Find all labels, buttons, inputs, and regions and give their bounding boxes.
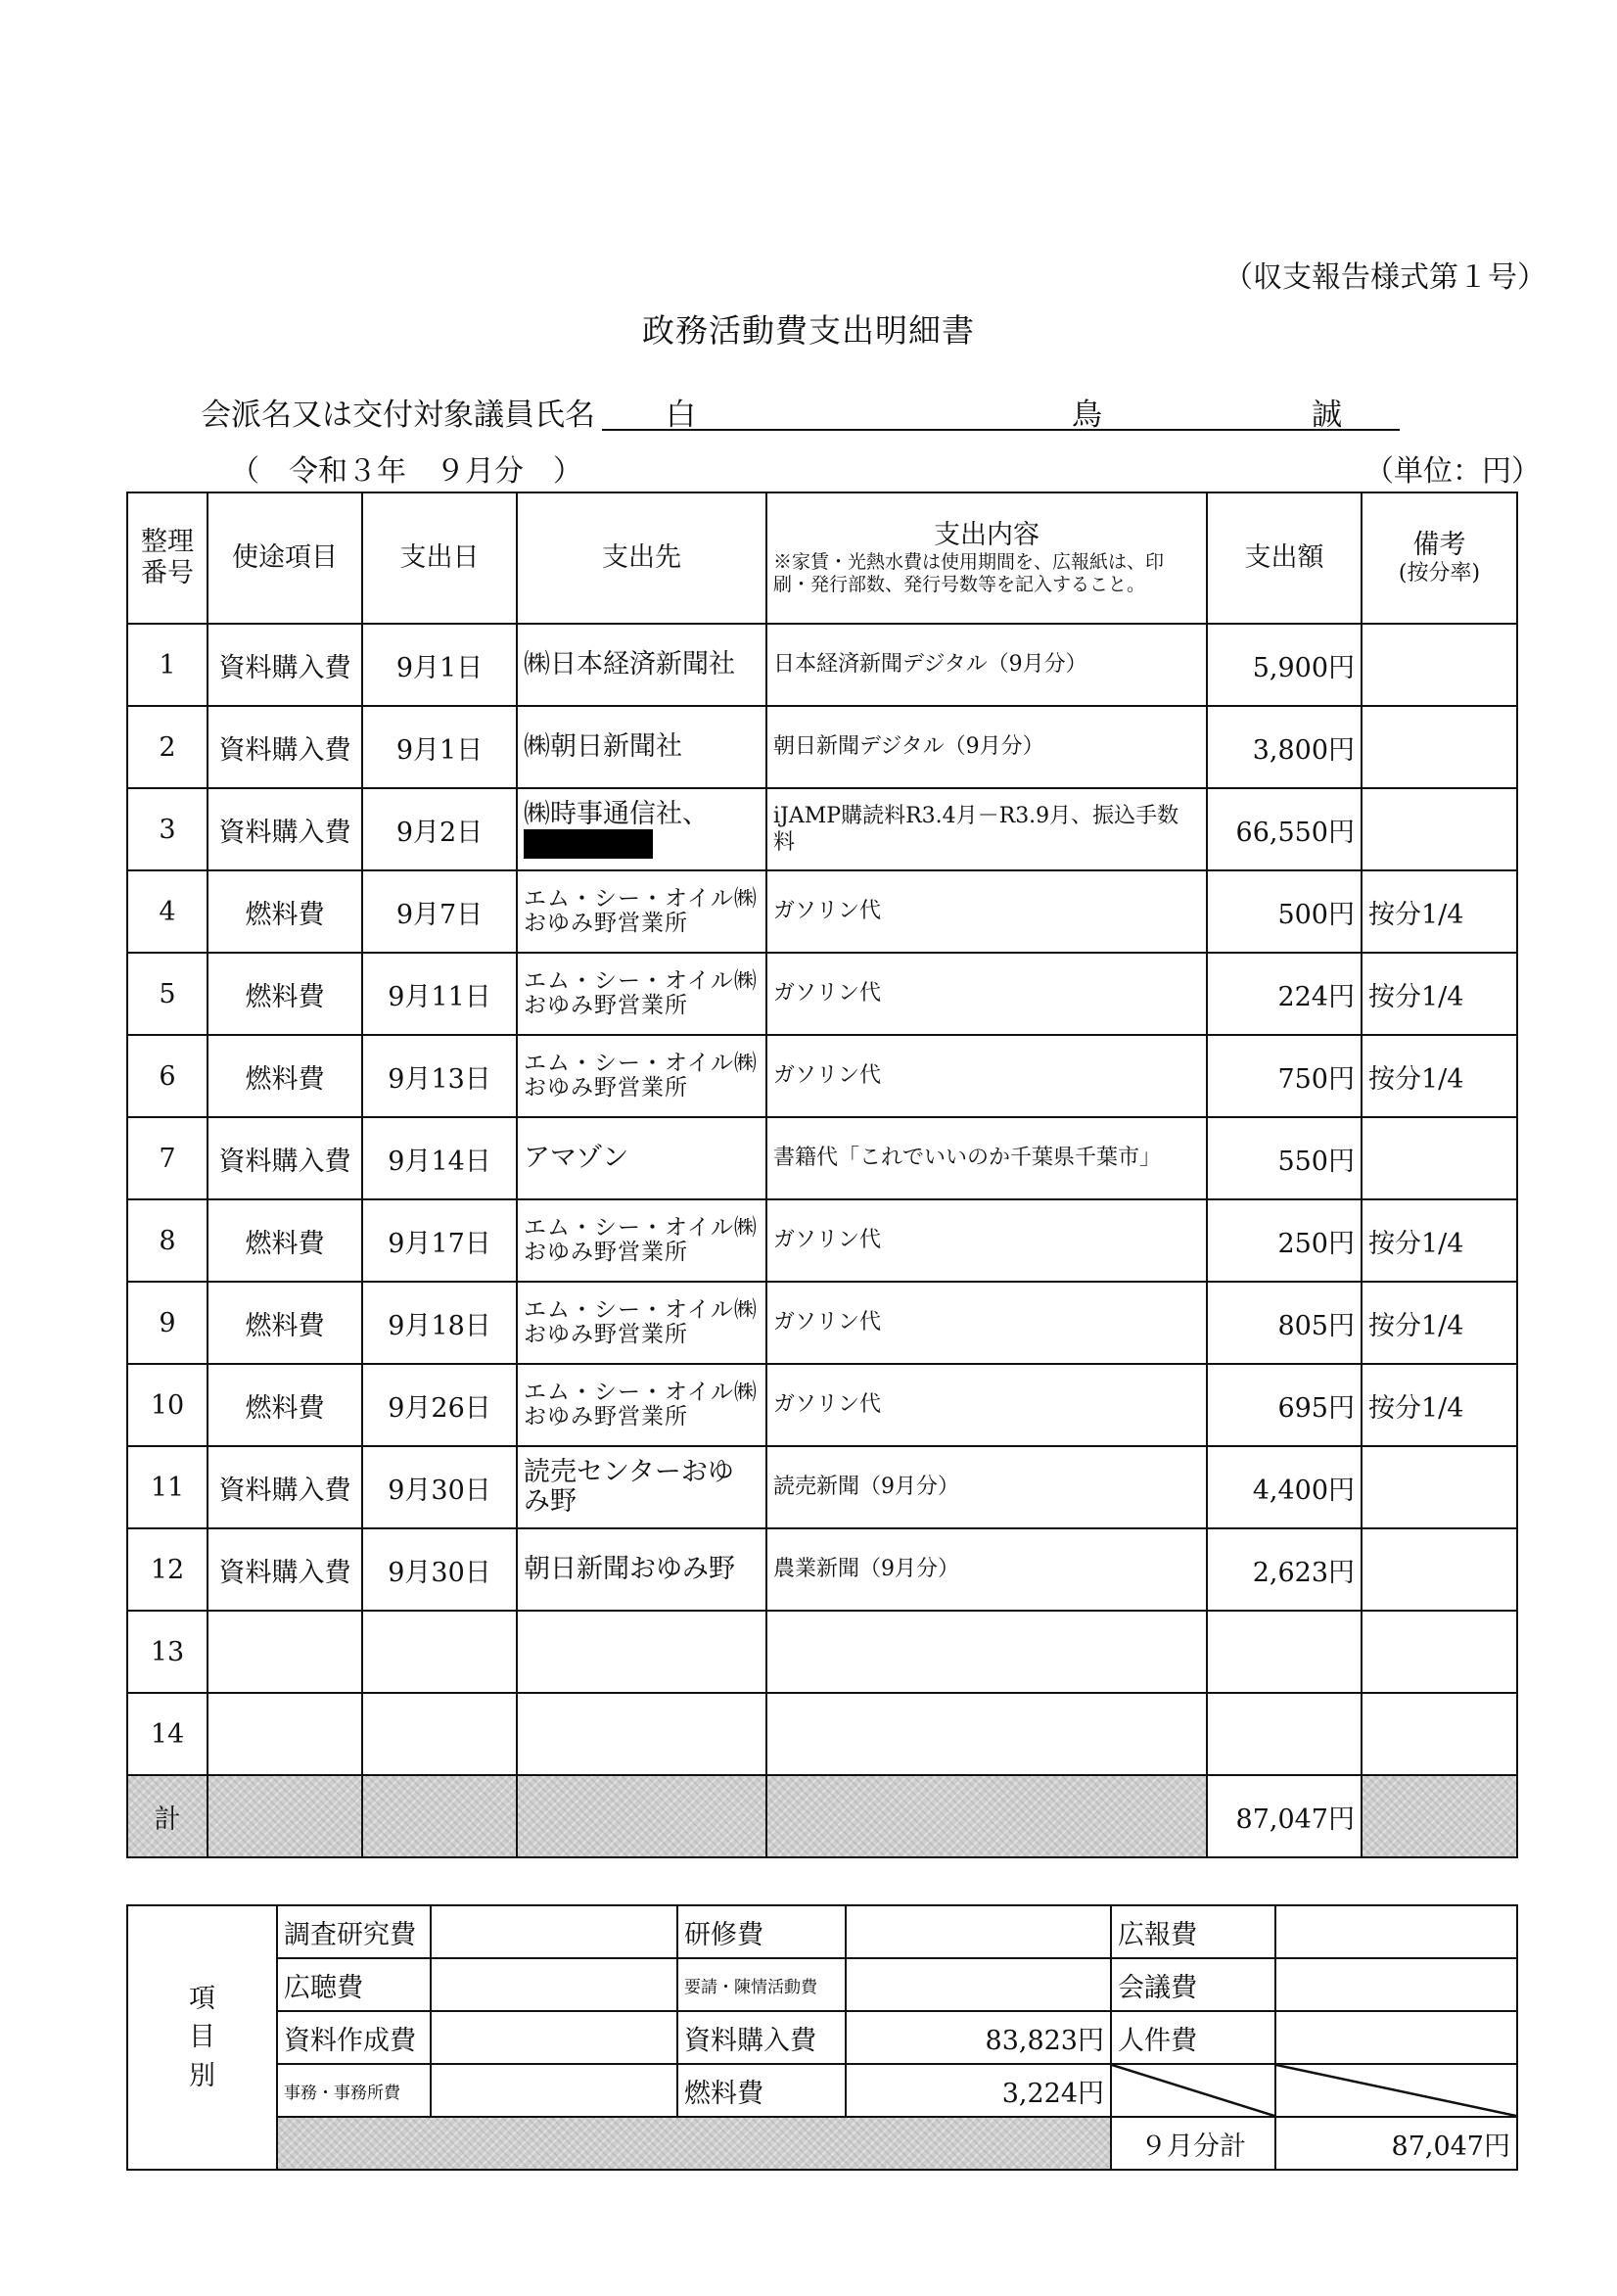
- member-name-field: [602, 390, 1400, 431]
- row-content: [766, 1693, 1207, 1775]
- row-date: 9月11日: [362, 953, 517, 1035]
- hearing-value: [431, 1958, 677, 2011]
- office-label: 事務・事務所費: [277, 2064, 431, 2117]
- row-no: 3: [127, 788, 208, 870]
- row-payee: [517, 1611, 766, 1693]
- table-row: [127, 1446, 1517, 1528]
- row-payee: エム・シー・オイル㈱おゆみ野営業所: [517, 1364, 766, 1446]
- row-no: 11: [127, 1446, 208, 1528]
- header-payee: 支出先: [517, 492, 766, 624]
- row-amount: 500円: [1207, 870, 1362, 953]
- member-label: 会派名又は交付対象議員氏名: [201, 398, 595, 433]
- summary-side-label: [127, 1905, 277, 2170]
- row-purpose: 燃料費: [208, 870, 362, 953]
- row-remarks: 按分1/4: [1362, 1035, 1517, 1117]
- row-amount: 750円: [1207, 1035, 1362, 1117]
- member-name-char-3: 誠: [1312, 398, 1342, 433]
- table-row: [127, 1611, 1517, 1693]
- row-purpose: [208, 1611, 362, 1693]
- total-shaded-cell: [362, 1775, 517, 1857]
- doc-purchase-label: 資料購入費: [677, 2011, 846, 2064]
- row-remarks: 按分1/4: [1362, 1199, 1517, 1282]
- strikeout-cell: [1275, 2064, 1517, 2117]
- row-amount: 695円: [1207, 1364, 1362, 1446]
- petition-label: 要請・陳情活動費: [677, 1958, 846, 2011]
- row-amount: [1207, 1693, 1362, 1775]
- header-amount: 支出額: [1207, 492, 1362, 624]
- office-value: [431, 2064, 677, 2117]
- document-title: 政務活動費支出明細書: [642, 311, 975, 350]
- header-content-label: 支出内容: [934, 520, 1040, 550]
- row-no: 5: [127, 953, 208, 1035]
- header-purpose: 使途項目: [208, 492, 362, 624]
- table-row: [127, 624, 1517, 706]
- total-amount: 87,047円: [1207, 1775, 1362, 1857]
- summary-row: [127, 1905, 1517, 1958]
- header-no: 整理番号: [127, 492, 208, 624]
- row-payee-text: ㈱時事通信社、: [524, 798, 709, 829]
- month-total-value: 87,047円: [1275, 2117, 1517, 2170]
- row-purpose: 燃料費: [208, 1282, 362, 1364]
- row-remarks: [1362, 1117, 1517, 1199]
- row-date: 9月30日: [362, 1446, 517, 1528]
- row-purpose: 資料購入費: [208, 706, 362, 788]
- total-label: 計: [127, 1775, 208, 1857]
- row-content: ガソリン代: [766, 1364, 1207, 1446]
- month-total-label: ９月分計: [1111, 2117, 1275, 2170]
- row-payee: 読売センターおゆみ野: [517, 1446, 766, 1528]
- row-payee: ㈱日本経済新聞社: [517, 624, 766, 706]
- row-content: 朝日新聞デジタル（9月分）: [766, 706, 1207, 788]
- personnel-label: 人件費: [1111, 2011, 1275, 2064]
- row-amount: 250円: [1207, 1199, 1362, 1282]
- row-amount: 4,400円: [1207, 1446, 1362, 1528]
- summary-total-row: [127, 2117, 1517, 2170]
- row-amount: 3,800円: [1207, 706, 1362, 788]
- row-payee: エム・シー・オイル㈱おゆみ野営業所: [517, 1282, 766, 1364]
- row-remarks: [1362, 624, 1517, 706]
- category-summary-table: [126, 1904, 1518, 2171]
- pr-label: 広報費: [1111, 1905, 1275, 1958]
- total-shaded-cell: [766, 1775, 1207, 1857]
- row-amount: 224円: [1207, 953, 1362, 1035]
- row-date: 9月2日: [362, 788, 517, 870]
- row-remarks: [1362, 1528, 1517, 1611]
- row-payee: エム・シー・オイル㈱おゆみ野営業所: [517, 870, 766, 953]
- summary-row: [127, 2011, 1517, 2064]
- row-payee: エム・シー・オイル㈱おゆみ野営業所: [517, 1199, 766, 1282]
- member-name-char-1: 白: [666, 398, 696, 433]
- row-date: 9月7日: [362, 870, 517, 953]
- row-payee: ㈱朝日新聞社: [517, 706, 766, 788]
- row-purpose: 資料購入費: [208, 624, 362, 706]
- table-row: [127, 788, 1517, 870]
- pr-value: [1275, 1905, 1517, 1958]
- row-no: 9: [127, 1282, 208, 1364]
- row-content: iJAMP購読料R3.4月－R3.9月、振込手数料: [766, 788, 1207, 870]
- row-no: 4: [127, 870, 208, 953]
- row-content: ガソリン代: [766, 1199, 1207, 1282]
- row-no: 6: [127, 1035, 208, 1117]
- period-label: （ 令和３年 ９月分 ）: [230, 454, 582, 489]
- unit-label: （単位：円）: [1364, 454, 1541, 489]
- row-no: 14: [127, 1693, 208, 1775]
- table-header-row: [127, 492, 1517, 624]
- row-content: ガソリン代: [766, 1282, 1207, 1364]
- row-date: [362, 1611, 517, 1693]
- hearing-label: 広聴費: [277, 1958, 431, 2011]
- header-content: [766, 492, 1207, 624]
- row-purpose: 燃料費: [208, 1199, 362, 1282]
- header-remarks-note: (按分率): [1398, 561, 1481, 586]
- row-purpose: 資料購入費: [208, 1528, 362, 1611]
- header-remarks-label: 備考: [1412, 529, 1466, 560]
- row-payee: アマゾン: [517, 1117, 766, 1199]
- row-content: 書籍代「これでいいのか千葉県千葉市」: [766, 1117, 1207, 1199]
- research-label: 調査研究費: [277, 1905, 431, 1958]
- row-no: 13: [127, 1611, 208, 1693]
- summary-row: [127, 2064, 1517, 2117]
- fuel-label: 燃料費: [677, 2064, 846, 2117]
- row-amount: 5,900円: [1207, 624, 1362, 706]
- row-payee: エム・シー・オイル㈱おゆみ野営業所: [517, 953, 766, 1035]
- meeting-value: [1275, 1958, 1517, 2011]
- row-no: 1: [127, 624, 208, 706]
- row-date: 9月1日: [362, 624, 517, 706]
- row-remarks: [1362, 706, 1517, 788]
- strikeout-cell: [1111, 2064, 1275, 2117]
- row-remarks: [1362, 1693, 1517, 1775]
- row-remarks: 按分1/4: [1362, 870, 1517, 953]
- doc-purchase-value: 83,823円: [846, 2011, 1111, 2064]
- summary-side-char: 目: [189, 2022, 215, 2053]
- row-amount: 805円: [1207, 1282, 1362, 1364]
- row-purpose: 燃料費: [208, 1035, 362, 1117]
- row-content: [766, 1611, 1207, 1693]
- row-remarks: 按分1/4: [1362, 953, 1517, 1035]
- summary-side-char: 項: [189, 1984, 215, 2015]
- row-payee: [517, 1693, 766, 1775]
- row-amount: 550円: [1207, 1117, 1362, 1199]
- table-row: [127, 1199, 1517, 1282]
- row-payee: 朝日新聞おゆみ野: [517, 1528, 766, 1611]
- table-row: [127, 706, 1517, 788]
- row-amount: 66,550円: [1207, 788, 1362, 870]
- row-date: 9月14日: [362, 1117, 517, 1199]
- personnel-value: [1275, 2011, 1517, 2064]
- training-value: [846, 1905, 1111, 1958]
- expense-table: [126, 492, 1518, 1858]
- doc-creation-label: 資料作成費: [277, 2011, 431, 2064]
- row-purpose: [208, 1693, 362, 1775]
- row-purpose: 資料購入費: [208, 1117, 362, 1199]
- row-date: 9月17日: [362, 1199, 517, 1282]
- table-row: [127, 1035, 1517, 1117]
- row-amount: [1207, 1611, 1362, 1693]
- table-row: [127, 1364, 1517, 1446]
- row-no: 7: [127, 1117, 208, 1199]
- member-name-char-2: 鳥: [1072, 398, 1102, 433]
- row-purpose: 資料購入費: [208, 1446, 362, 1528]
- row-purpose: 燃料費: [208, 1364, 362, 1446]
- row-no: 8: [127, 1199, 208, 1282]
- total-row: [127, 1775, 1517, 1857]
- member-row: [201, 390, 1342, 435]
- redaction-block: [524, 829, 653, 859]
- header-content-note: ※家賃・光熱水費は使用期間を、広報紙は、印刷・発行部数、発行号数等を記入すること。: [773, 551, 1165, 596]
- row-date: 9月1日: [362, 706, 517, 788]
- header-date: 支出日: [362, 492, 517, 624]
- row-content: ガソリン代: [766, 953, 1207, 1035]
- summary-row: [127, 1958, 1517, 2011]
- total-shaded-cell: [517, 1775, 766, 1857]
- row-purpose: 資料購入費: [208, 788, 362, 870]
- summary-shaded-cell: [277, 2117, 1111, 2170]
- row-remarks: [1362, 788, 1517, 870]
- header-remarks: [1362, 492, 1517, 624]
- row-no: 12: [127, 1528, 208, 1611]
- row-content: ガソリン代: [766, 1035, 1207, 1117]
- row-date: 9月18日: [362, 1282, 517, 1364]
- table-row: [127, 1528, 1517, 1611]
- total-shaded-cell: [1362, 1775, 1517, 1857]
- row-amount: 2,623円: [1207, 1528, 1362, 1611]
- row-date: 9月26日: [362, 1364, 517, 1446]
- table-row: [127, 870, 1517, 953]
- total-shaded-cell: [208, 1775, 362, 1857]
- table-row: [127, 1117, 1517, 1199]
- row-date: 9月30日: [362, 1528, 517, 1611]
- research-value: [431, 1905, 677, 1958]
- row-content: 農業新聞（9月分）: [766, 1528, 1207, 1611]
- table-row: [127, 953, 1517, 1035]
- table-row: [127, 1693, 1517, 1775]
- row-no: 2: [127, 706, 208, 788]
- meeting-label: 会議費: [1111, 1958, 1275, 2011]
- doc-creation-value: [431, 2011, 677, 2064]
- table-row: [127, 1282, 1517, 1364]
- petition-value: [846, 1958, 1111, 2011]
- summary-side-char: 別: [189, 2060, 215, 2091]
- row-purpose: 燃料費: [208, 953, 362, 1035]
- row-date: 9月13日: [362, 1035, 517, 1117]
- row-no: 10: [127, 1364, 208, 1446]
- row-remarks: [1362, 1611, 1517, 1693]
- row-content: 日本経済新聞デジタル（9月分）: [766, 624, 1207, 706]
- row-payee: [517, 788, 766, 870]
- row-remarks: 按分1/4: [1362, 1282, 1517, 1364]
- row-date: [362, 1693, 517, 1775]
- fuel-value: 3,224円: [846, 2064, 1111, 2117]
- training-label: 研修費: [677, 1905, 846, 1958]
- row-content: ガソリン代: [766, 870, 1207, 953]
- row-content: 読売新聞（9月分）: [766, 1446, 1207, 1528]
- form-number: （収支報告様式第１号）: [1224, 260, 1547, 295]
- row-payee: エム・シー・オイル㈱おゆみ野営業所: [517, 1035, 766, 1117]
- row-remarks: 按分1/4: [1362, 1364, 1517, 1446]
- row-remarks: [1362, 1446, 1517, 1528]
